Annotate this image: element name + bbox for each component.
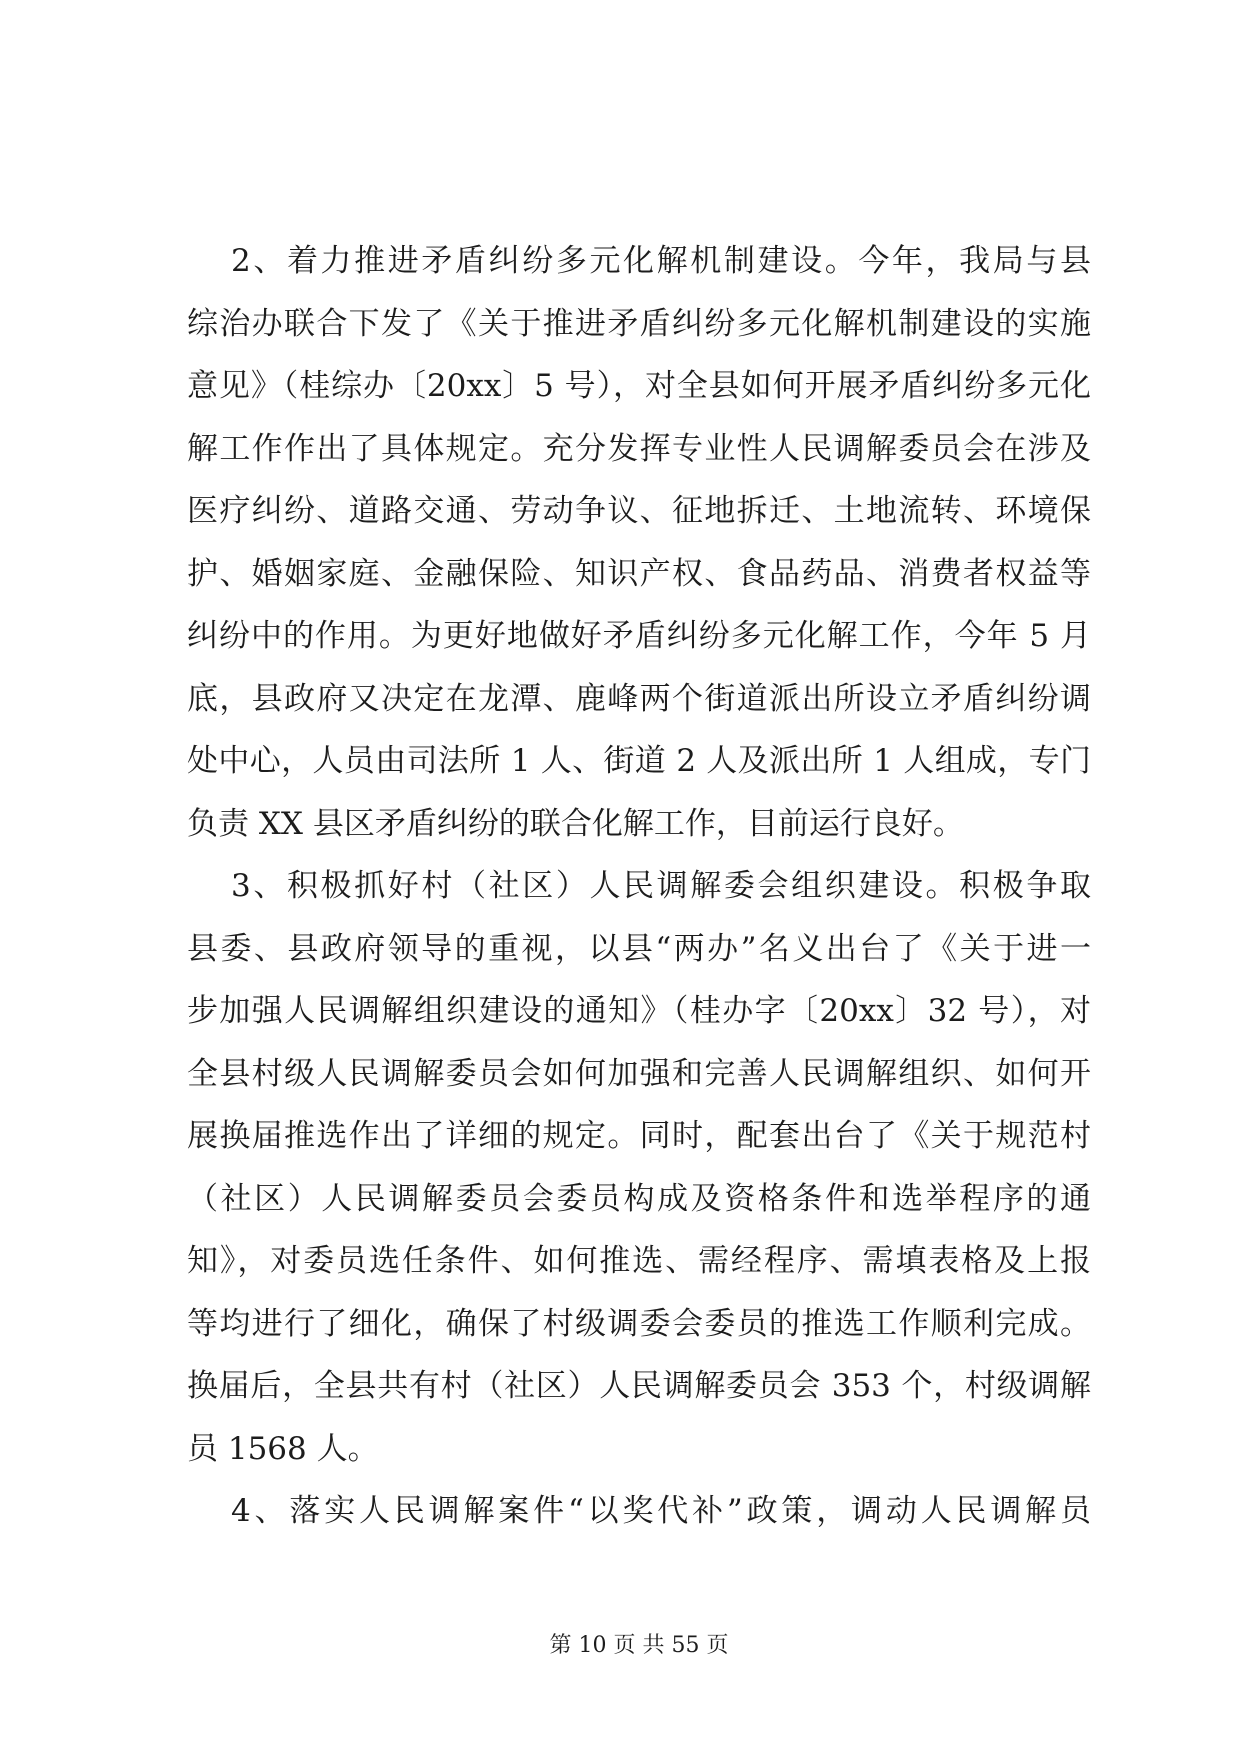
paragraph-line: 步加强人民调解组织建设的通知》（桂办字〔20xx〕32 号），对 xyxy=(187,993,1091,1029)
paragraph-item-2 xyxy=(187,230,1091,855)
paragraph-line: 综治办联合下发了《关于推进矛盾纠纷多元化解机制建设的实施 xyxy=(187,305,1091,342)
paragraph-line: 知》，对委员选任条件、如何推选、需经程序、需填表格及上报 xyxy=(187,1243,1091,1279)
paragraph-line: 意见》（桂综办〔20xx〕5 号），对全县如何开展矛盾纠纷多元化 xyxy=(187,368,1091,404)
paragraph-line: 医疗纠纷、道路交通、劳动争议、征地拆迁、土地流转、环境保 xyxy=(187,493,1091,529)
document-body xyxy=(187,230,1091,1543)
paragraph-line: 解工作作出了具体规定。充分发挥专业性人民调解委员会在涉及 xyxy=(187,430,1091,467)
paragraph-line: 纠纷中的作用。为更好地做好矛盾纠纷多元化解工作，今年 5 月 xyxy=(187,618,1091,654)
paragraph-line: 4、落实人民调解案件“以奖代补”政策，调动人民调解员 xyxy=(231,1493,1091,1529)
paragraph-line: 等均进行了细化，确保了村级调委会委员的推选工作顺利完成。 xyxy=(187,1305,1091,1342)
paragraph-line: 换届后，全县共有村（社区）人民调解委员会 353 个，村级调解 xyxy=(187,1368,1091,1404)
paragraph-line: 2、着力推进矛盾纠纷多元化解机制建设。今年，我局与县 xyxy=(231,243,1091,279)
paragraph-line: 县委、县政府领导的重视，以县“两办”名义出台了《关于进一 xyxy=(187,930,1091,967)
paragraph-line: 3、积极抓好村（社区）人民调解委会组织建设。积极争取 xyxy=(231,868,1091,904)
paragraph-line: （社区）人民调解委员会委员构成及资格条件和选举程序的通 xyxy=(187,1180,1091,1217)
paragraph-line: 处中心，人员由司法所 1 人、街道 2 人及派出所 1 人组成，专门 xyxy=(187,743,1091,779)
paragraph-line: 负责 XX 县区矛盾纠纷的联合化解工作，目前运行良好。 xyxy=(187,805,964,842)
paragraph-line: 护、婚姻家庭、金融保险、知识产权、食品药品、消费者权益等 xyxy=(187,555,1091,592)
paragraph-line: 展换届推选作出了详细的规定。同时，配套出台了《关于规范村 xyxy=(187,1118,1091,1154)
paragraph-line: 员 1568 人。 xyxy=(187,1430,379,1467)
paragraph-line: 底，县政府又决定在龙潭、鹿峰两个街道派出所设立矛盾纠纷调 xyxy=(187,680,1091,717)
paragraph-item-4 xyxy=(187,1480,1091,1543)
page-number-footer: 第 10 页 共 55 页 xyxy=(549,1633,729,1658)
paragraph-line: 全县村级人民调解委员会如何加强和完善人民调解组织、如何开 xyxy=(187,1055,1091,1092)
paragraph-item-3 xyxy=(187,855,1091,1480)
